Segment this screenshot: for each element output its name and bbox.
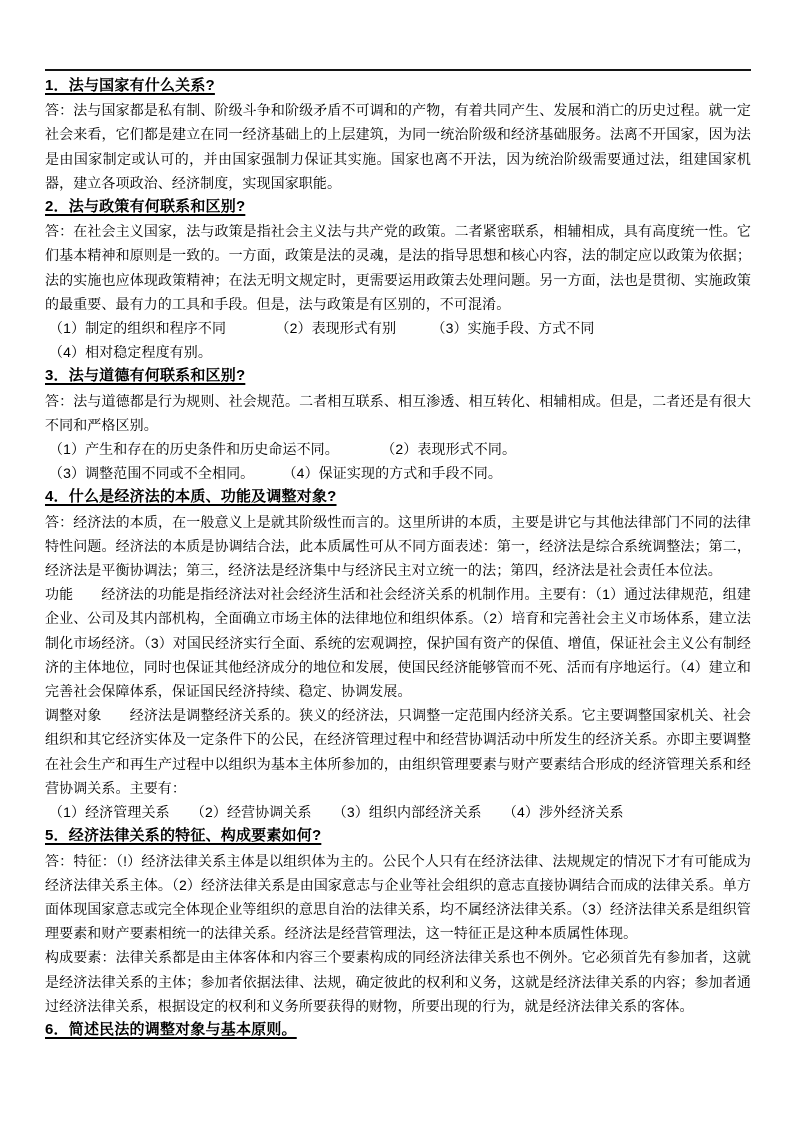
elements-paragraph: 构成要素：法律关系都是由主体客体和内容三个要素构成的同经济法律关系也不例外。它必须首先有参加者，这就是经济法律关系的主体；参加者依据法律、法规，确定彼此的权利和义务，这就是经济法律关系的内容；参加者通过经济法律关系，根据设定的权利和义务所要获得的财物，所要出现的行为，就是经济法律关系的客体。 <box>45 949 751 1014</box>
qa-section-4 <box>45 485 751 824</box>
qa-section-3 <box>45 364 751 485</box>
header-divider <box>45 69 751 71</box>
answer-paragraph: 答：经济法的本质，在一般意义上是就其阶级性而言的。这里所讲的本质，主要是讲它与其他法律部门不同的法律特性问题。经济法的本质是协调结合法，此本质属性可从不同方面表述：第一，经济法是综合系统调整法；第二，经济法是平衡协调法；第三，经济法是经济集中与经济民主对立统一的法；第四，经济法是社会责任本位法。 <box>45 513 751 579</box>
question-heading: 3．法与道德有何联系和区别? <box>45 367 246 385</box>
answer-paragraph: 答：法与道德都是行为规则、社会规范。二者相互联系、相互渗透、相互转化、相辅相成。但是，二者还是有很大不同和严格区别。 <box>45 392 751 433</box>
answer-paragraph: 答：法与国家都是私有制、阶级斗争和阶级矛盾不可调和的产物，有着共同产生、发展和消亡的历史过程。就一定社会来看，它们都是建立在同一经济基础上的上层建筑，为同一统治阶级和经济基础服务。法离不开国家，因为法是由国家制定或认可的，并由国家强制力保证其实施。国家也离不开法，因为统治阶级需要通过法，组建国家机器，建立各项政治、经济制度，实现国家职能。 <box>45 102 751 191</box>
qa-section-1 <box>45 74 751 195</box>
qa-section-5 <box>45 824 751 1018</box>
qa-section-2 <box>45 195 751 364</box>
question-heading: 5．经济法律关系的特征、构成要素如何? <box>45 827 322 845</box>
adjustment-object-paragraph: 调整对象 经济法是调整经济关系的。狭义的经济法，只调整一定范围内经济关系。它主要调整国家机关、社会组织和其它经济实体及一定条件下的公民，在经济管理过程中和经营协调活动中所发生的经济关系。亦即主要调整在社会生产和再生产过程中以组织为基本主体所参加的，由组织管理要素与财产要素结合形成的经济管理关系和经营协调关系。主要有： <box>45 707 751 796</box>
list-line: （1）制定的组织和程序不同 （2）表现形式有别 （3）实施手段、方式不同 <box>49 320 595 337</box>
document-content <box>45 69 751 1042</box>
answer-paragraph: 答：特征：（!）经济法律关系主体是以组织体为主的。公民个人只有在经济法律、法规规定的情况下才有可能成为经济法律关系主体。（2）经济法律关系是由国家意志与企业等社会组织的意志直接协调结合而成的法律关系。单方面体现国家意志或完全体现企业等组织的意思自治的法律关系，均不属经济法律关系。（3）经济法律关系是组织管理要素和财产要素相统一的法律关系。经济法是经营管理法，这一特征正是这种本质属性体现。 <box>45 852 751 942</box>
question-heading: 4．什么是经济法的本质、功能及调整对象? <box>45 488 337 506</box>
list-line: （3）调整范围不同或不全相同。 （4）保证实现的方式和手段不同。 <box>49 465 502 482</box>
question-heading: 1．法与国家有什么关系? <box>45 77 215 94</box>
list-line: （4）相对稳定程度有别。 <box>49 344 212 361</box>
list-line: （1）产生和存在的历史条件和历史命运不同。 （2）表现形式不同。 <box>49 441 517 458</box>
question-heading: 2．法与政策有何联系和区别? <box>45 198 246 216</box>
question-heading: 6．简述民法的调整对象与基本原则。 <box>45 1020 297 1038</box>
qa-section-6 <box>45 1018 751 1042</box>
list-line: （1）经济管理关系 （2）经营协调关系 （3）组织内部经济关系 （4）涉外经济关系 <box>49 804 624 821</box>
answer-paragraph: 答：在社会主义国家，法与政策是指社会主义法与共产党的政策。二者紧密联系，相辅相成，具有高度统一性。它们基本精神和原则是一致的。一方面，政策是法的灵魂，是法的指导思想和核心内容，法的制定应以政策为依据；法的实施也应体现政策精神；在法无明文规定时，更需要运用政策去处理问题。另一方面，法也是贯彻、实施政策的最重要、最有力的工具和手段。但是，法与政策是有区别的，不可混淆。 <box>45 223 751 312</box>
function-paragraph: 功能 经济法的功能是指经济法对社会经济生活和社会经济关系的机制作用。主要有：（1）通过法律规范，组建企业、公司及其内部机构，全面确立市场主体的法律地位和组织体系。（2）培育和完善社会主义市场体系，建立法制化市场经济。（3）对国民经济实行全面、系统的宏观调控，保护国有资产的保值、增值，保证社会主义公有制经济的主体地位，同时也保证其他经济成分的地位和发展，使国民经济能够管而不死、活而有序地运行。（4）建立和完善社会保障体系，保证国民经济持续、稳定、协调发展。 <box>45 586 751 700</box>
